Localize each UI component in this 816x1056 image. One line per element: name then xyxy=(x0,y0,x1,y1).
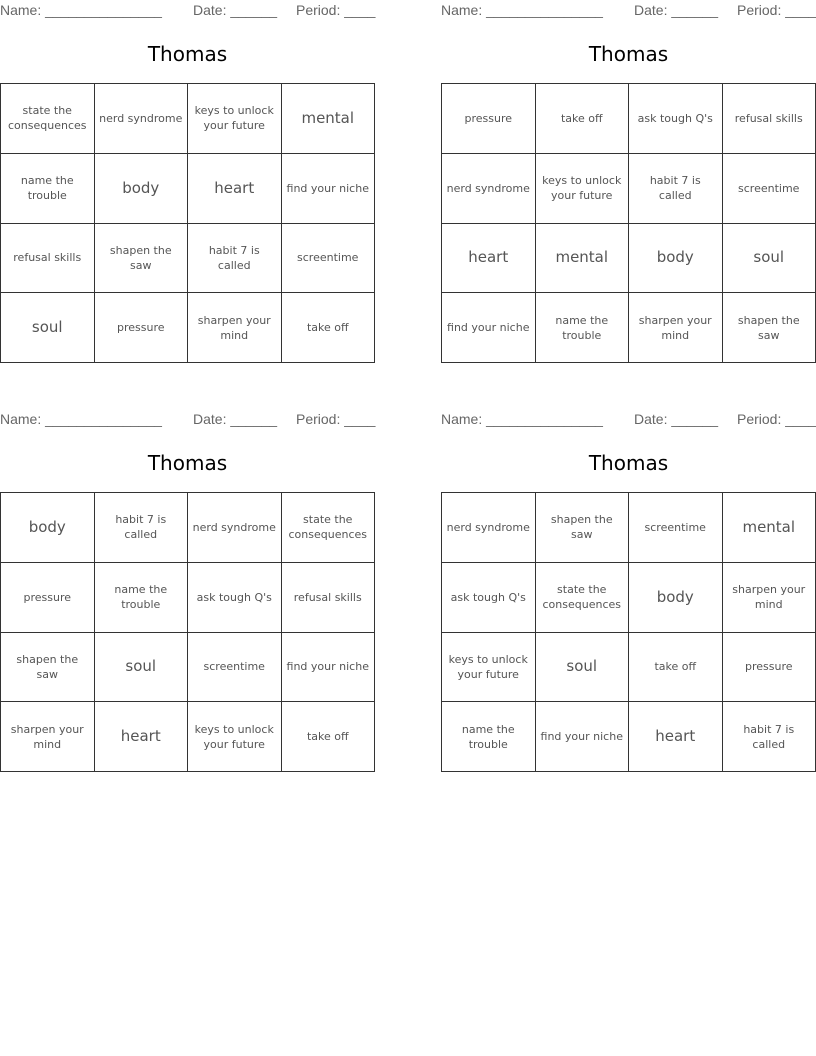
bingo-cell: pressure xyxy=(723,633,816,703)
bingo-cell: mental xyxy=(723,493,816,563)
name-field-label: Name: _______________ xyxy=(0,2,162,18)
bingo-cell: name the trouble xyxy=(1,154,95,224)
bingo-cell: body xyxy=(629,224,723,294)
bingo-cell: name the trouble xyxy=(536,293,630,363)
bingo-cell: screentime xyxy=(629,493,723,563)
bingo-cell: shapen the saw xyxy=(95,224,189,294)
card-header xyxy=(441,0,816,22)
date-field-label: Date: ______ xyxy=(634,2,719,18)
card-title: Thomas xyxy=(147,42,228,66)
bingo-cell: keys to unlock your future xyxy=(536,154,630,224)
bingo-cell: refusal skills xyxy=(723,84,816,154)
card-header xyxy=(0,0,375,22)
bingo-cell: pressure xyxy=(95,293,189,363)
bingo-card xyxy=(0,409,376,751)
bingo-cell: habit 7 is called xyxy=(723,702,816,772)
bingo-cell: refusal skills xyxy=(1,224,95,294)
bingo-cell: body xyxy=(95,154,189,224)
bingo-grid xyxy=(0,492,375,772)
bingo-cell: name the trouble xyxy=(442,702,536,772)
name-field-label: Name: _______________ xyxy=(441,2,603,18)
bingo-cell: heart xyxy=(188,154,282,224)
bingo-cell: find your niche xyxy=(282,154,376,224)
bingo-cell: heart xyxy=(442,224,536,294)
bingo-grid xyxy=(0,83,375,363)
card-title: Thomas xyxy=(147,451,228,475)
bingo-cell: keys to unlock your future xyxy=(442,633,536,703)
bingo-cell: ask tough Q's xyxy=(188,563,282,633)
bingo-cell: ask tough Q's xyxy=(442,563,536,633)
bingo-cell: screentime xyxy=(282,224,376,294)
bingo-cell: habit 7 is called xyxy=(95,493,189,563)
bingo-grid xyxy=(441,492,816,772)
bingo-cell: take off xyxy=(629,633,723,703)
bingo-cell: name the trouble xyxy=(95,563,189,633)
bingo-cell: soul xyxy=(95,633,189,703)
card-title: Thomas xyxy=(588,42,669,66)
bingo-card xyxy=(441,0,816,342)
bingo-cell: take off xyxy=(536,84,630,154)
name-field-label: Name: _______________ xyxy=(441,411,603,427)
bingo-cell: habit 7 is called xyxy=(629,154,723,224)
bingo-cell: mental xyxy=(536,224,630,294)
date-field-label: Date: ______ xyxy=(193,2,278,18)
bingo-cell: keys to unlock your future xyxy=(188,702,282,772)
bingo-cell: sharpen your mind xyxy=(723,563,816,633)
bingo-card xyxy=(441,409,816,751)
bingo-cell: body xyxy=(1,493,95,563)
bingo-cell: heart xyxy=(629,702,723,772)
bingo-cell: soul xyxy=(723,224,816,294)
bingo-cell: state the consequences xyxy=(282,493,376,563)
date-field-label: Date: ______ xyxy=(193,411,278,427)
bingo-cell: soul xyxy=(536,633,630,703)
period-field-label: Period: ____ xyxy=(737,2,816,18)
bingo-cell: nerd syndrome xyxy=(95,84,189,154)
bingo-cell: state the consequences xyxy=(536,563,630,633)
bingo-cell: nerd syndrome xyxy=(442,493,536,563)
bingo-cell: find your niche xyxy=(536,702,630,772)
bingo-card xyxy=(0,0,376,342)
bingo-cell: shapen the saw xyxy=(1,633,95,703)
bingo-cell: nerd syndrome xyxy=(188,493,282,563)
bingo-cell: refusal skills xyxy=(282,563,376,633)
period-field-label: Period: ____ xyxy=(296,2,376,18)
bingo-cell: mental xyxy=(282,84,376,154)
bingo-cell: sharpen your mind xyxy=(629,293,723,363)
bingo-cell: pressure xyxy=(442,84,536,154)
bingo-cell: keys to unlock your future xyxy=(188,84,282,154)
card-header xyxy=(0,409,375,431)
bingo-cell: take off xyxy=(282,293,376,363)
bingo-grid xyxy=(441,83,816,363)
period-field-label: Period: ____ xyxy=(296,411,376,427)
bingo-cell: pressure xyxy=(1,563,95,633)
bingo-cell: sharpen your mind xyxy=(1,702,95,772)
bingo-cell: take off xyxy=(282,702,376,772)
bingo-cell: heart xyxy=(95,702,189,772)
bingo-cell: screentime xyxy=(723,154,816,224)
bingo-cell: shapen the saw xyxy=(723,293,816,363)
bingo-cell: find your niche xyxy=(442,293,536,363)
bingo-cell: sharpen your mind xyxy=(188,293,282,363)
card-title: Thomas xyxy=(588,451,669,475)
bingo-cell: state the consequences xyxy=(1,84,95,154)
bingo-cell: ask tough Q's xyxy=(629,84,723,154)
bingo-cell: habit 7 is called xyxy=(188,224,282,294)
period-field-label: Period: ____ xyxy=(737,411,816,427)
bingo-cell: body xyxy=(629,563,723,633)
date-field-label: Date: ______ xyxy=(634,411,719,427)
bingo-cell: screentime xyxy=(188,633,282,703)
bingo-cell: find your niche xyxy=(282,633,376,703)
bingo-cell: shapen the saw xyxy=(536,493,630,563)
bingo-cell: soul xyxy=(1,293,95,363)
name-field-label: Name: _______________ xyxy=(0,411,162,427)
card-header xyxy=(441,409,816,431)
bingo-cell: nerd syndrome xyxy=(442,154,536,224)
